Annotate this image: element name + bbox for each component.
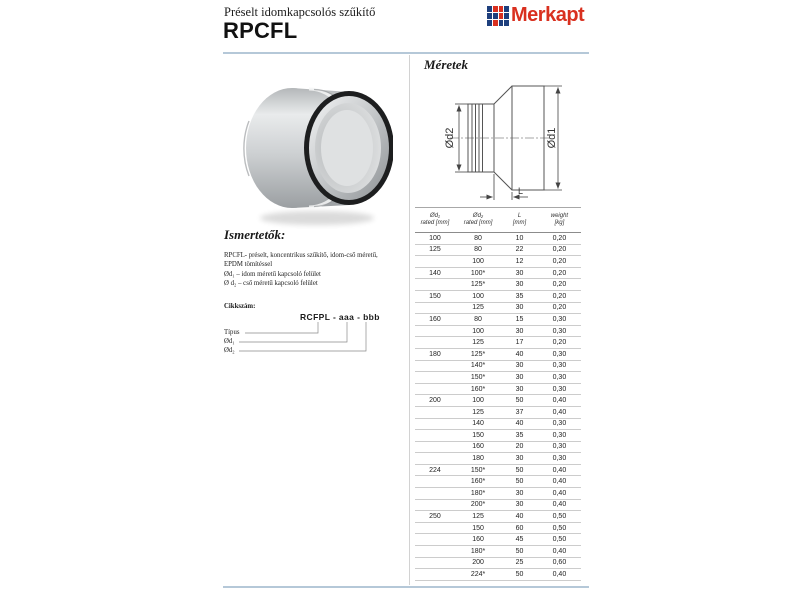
table-cell: 100 bbox=[415, 233, 455, 245]
table-cell bbox=[415, 522, 455, 534]
article-code: RCFPL - aaa - bbb bbox=[300, 312, 380, 322]
table-cell bbox=[415, 499, 455, 511]
table-cell: 140* bbox=[455, 360, 501, 372]
table-cell bbox=[415, 302, 455, 314]
table-cell: 80 bbox=[455, 233, 501, 245]
table-cell: 160 bbox=[455, 441, 501, 453]
table-cell: 30 bbox=[501, 360, 538, 372]
table-cell bbox=[415, 360, 455, 372]
table-cell: 160 bbox=[415, 314, 455, 326]
table-cell: 0,20 bbox=[538, 337, 581, 349]
table-cell: 0,30 bbox=[538, 453, 581, 465]
table-cell: 0,40 bbox=[538, 488, 581, 500]
table-cell: 0,40 bbox=[538, 406, 581, 418]
table-row bbox=[415, 546, 581, 558]
table-cell: 60 bbox=[501, 522, 538, 534]
table-cell: 0,20 bbox=[538, 290, 581, 302]
table-cell: 20 bbox=[501, 441, 538, 453]
table-cell: 125 bbox=[455, 337, 501, 349]
table-cell: 0,30 bbox=[538, 430, 581, 442]
table-cell bbox=[415, 337, 455, 349]
table-cell: 30 bbox=[501, 279, 538, 291]
table-cell: 100 bbox=[455, 256, 501, 268]
table-cell: 150* bbox=[455, 464, 501, 476]
table-cell: 80 bbox=[455, 244, 501, 256]
table-cell bbox=[415, 546, 455, 558]
table-row bbox=[415, 418, 581, 430]
size-table-header-cell bbox=[455, 208, 501, 233]
header-rule bbox=[223, 52, 589, 54]
drawing-label-d1: Ød1 bbox=[545, 127, 558, 149]
table-cell bbox=[415, 430, 455, 442]
column-divider bbox=[409, 55, 410, 585]
description-line: Ø d₂ – cső méretű kapcsoló felület bbox=[224, 280, 318, 288]
table-cell: 0,30 bbox=[538, 372, 581, 384]
table-row bbox=[415, 569, 581, 581]
table-cell: 40 bbox=[501, 348, 538, 360]
table-cell: 180 bbox=[415, 348, 455, 360]
description bbox=[224, 251, 378, 289]
table-cell: 160* bbox=[455, 383, 501, 395]
table-row bbox=[415, 360, 581, 372]
table-row bbox=[415, 372, 581, 384]
table-cell: 50 bbox=[501, 569, 538, 581]
description-line: Ød₁ – idom méretű kapcsoló felület bbox=[224, 270, 321, 278]
article-number-label: Cikkszám: bbox=[224, 303, 256, 310]
logo-grid-icon bbox=[487, 6, 509, 26]
table-cell: 45 bbox=[501, 534, 538, 546]
table-cell: 100 bbox=[455, 395, 501, 407]
table-cell: 200 bbox=[455, 557, 501, 569]
table-cell: 0,30 bbox=[538, 325, 581, 337]
table-cell: 0,50 bbox=[538, 534, 581, 546]
code-legend-label: Ød₂ bbox=[224, 347, 235, 354]
brand-logo bbox=[487, 4, 584, 27]
table-cell: 30 bbox=[501, 372, 538, 384]
table-cell: 30 bbox=[501, 499, 538, 511]
table-cell: 30 bbox=[501, 302, 538, 314]
table-row bbox=[415, 511, 581, 523]
table-row bbox=[415, 453, 581, 465]
table-cell: 100* bbox=[455, 267, 501, 279]
table-cell: 30 bbox=[501, 383, 538, 395]
table-row bbox=[415, 290, 581, 302]
table-cell: 15 bbox=[501, 314, 538, 326]
table-cell: 10 bbox=[501, 233, 538, 245]
table-cell bbox=[415, 406, 455, 418]
table-cell: 35 bbox=[501, 290, 538, 302]
table-cell bbox=[415, 279, 455, 291]
table-cell: 17 bbox=[501, 337, 538, 349]
table-cell: 0,50 bbox=[538, 522, 581, 534]
table-cell bbox=[415, 534, 455, 546]
table-cell: 30 bbox=[501, 453, 538, 465]
table-row bbox=[415, 267, 581, 279]
size-table-header-cell bbox=[501, 208, 538, 233]
table-cell: 224 bbox=[415, 464, 455, 476]
description-line: RPCFL- préselt, koncentrikus szűkítő, idom-cső méretű, bbox=[224, 252, 378, 259]
table-cell: 180* bbox=[455, 488, 501, 500]
size-table-head-row bbox=[415, 208, 581, 233]
header-line2: [kg] bbox=[554, 220, 565, 226]
table-cell: 160* bbox=[455, 476, 501, 488]
header-line2: [mm] bbox=[512, 220, 527, 226]
table-cell bbox=[415, 441, 455, 453]
reducer-photo-illustration bbox=[237, 76, 393, 229]
table-cell bbox=[415, 256, 455, 268]
table-cell: 125* bbox=[455, 348, 501, 360]
header-line1: Ød₂ bbox=[472, 212, 484, 219]
header-line1: L bbox=[517, 212, 522, 219]
table-row bbox=[415, 337, 581, 349]
table-row bbox=[415, 325, 581, 337]
table-cell: 100 bbox=[455, 290, 501, 302]
table-row bbox=[415, 441, 581, 453]
table-cell: 180* bbox=[455, 546, 501, 558]
table-row bbox=[415, 464, 581, 476]
table-row bbox=[415, 488, 581, 500]
table-cell: 0,40 bbox=[538, 499, 581, 511]
table-cell: 30 bbox=[501, 488, 538, 500]
header-line1: Ød₁ bbox=[429, 212, 440, 219]
table-cell: 125 bbox=[415, 244, 455, 256]
table-cell: 50 bbox=[501, 546, 538, 558]
table-cell: 160 bbox=[455, 534, 501, 546]
footer-rule bbox=[223, 586, 589, 588]
table-cell: 0,30 bbox=[538, 441, 581, 453]
table-cell: 150 bbox=[455, 430, 501, 442]
header-line1: weight bbox=[550, 212, 569, 219]
table-cell: 22 bbox=[501, 244, 538, 256]
header-line2: rated [mm] bbox=[420, 220, 450, 226]
size-table-header-cell bbox=[415, 208, 455, 233]
size-table-header-cell bbox=[538, 208, 581, 233]
code-legend-connector-lines bbox=[223, 318, 388, 362]
table-row bbox=[415, 430, 581, 442]
table-cell bbox=[415, 453, 455, 465]
table-row bbox=[415, 534, 581, 546]
table-row bbox=[415, 522, 581, 534]
table-row bbox=[415, 314, 581, 326]
dimension-drawing bbox=[438, 76, 588, 209]
table-cell: 100 bbox=[455, 325, 501, 337]
table-cell: 0,30 bbox=[538, 383, 581, 395]
table-row bbox=[415, 279, 581, 291]
description-line: EPDM tömítéssel bbox=[224, 261, 273, 269]
table-row bbox=[415, 395, 581, 407]
size-table-body bbox=[415, 233, 581, 581]
table-cell: 0,30 bbox=[538, 418, 581, 430]
table-cell bbox=[415, 383, 455, 395]
table-cell: 35 bbox=[501, 430, 538, 442]
table-row bbox=[415, 233, 581, 245]
table-row bbox=[415, 348, 581, 360]
logo-text: Merkapt bbox=[511, 4, 585, 26]
table-cell: 0,30 bbox=[538, 348, 581, 360]
page-title: RPCFL bbox=[223, 18, 298, 43]
table-cell: 150 bbox=[455, 522, 501, 534]
table-cell: 200 bbox=[415, 395, 455, 407]
table-cell: 150 bbox=[415, 290, 455, 302]
table-cell: 0,30 bbox=[538, 314, 581, 326]
table-cell bbox=[415, 488, 455, 500]
table-cell: 40 bbox=[501, 511, 538, 523]
table-cell: 30 bbox=[501, 267, 538, 279]
table-cell: 40 bbox=[501, 418, 538, 430]
table-cell: 125 bbox=[455, 302, 501, 314]
table-cell: 50 bbox=[501, 395, 538, 407]
table-row bbox=[415, 557, 581, 569]
table-cell: 140 bbox=[415, 267, 455, 279]
table-cell: 0,50 bbox=[538, 511, 581, 523]
table-cell: 0,20 bbox=[538, 233, 581, 245]
table-cell bbox=[415, 372, 455, 384]
table-row bbox=[415, 302, 581, 314]
table-cell bbox=[415, 325, 455, 337]
drawing-label-l: L bbox=[518, 186, 524, 196]
table-cell: 0,40 bbox=[538, 569, 581, 581]
table-cell: 0,30 bbox=[538, 360, 581, 372]
table-cell: 25 bbox=[501, 557, 538, 569]
code-legend-label: Típus bbox=[224, 329, 240, 336]
table-cell: 50 bbox=[501, 464, 538, 476]
table-row bbox=[415, 244, 581, 256]
table-cell: 200* bbox=[455, 499, 501, 511]
size-table bbox=[415, 207, 581, 581]
table-cell: 0,20 bbox=[538, 256, 581, 268]
table-cell: 0,60 bbox=[538, 557, 581, 569]
table-cell: 125 bbox=[455, 511, 501, 523]
table-row bbox=[415, 256, 581, 268]
table-cell: 0,20 bbox=[538, 267, 581, 279]
table-cell: 180 bbox=[455, 453, 501, 465]
table-cell: 0,20 bbox=[538, 302, 581, 314]
features-heading: Ismertetők: bbox=[224, 227, 286, 242]
table-cell: 0,40 bbox=[538, 395, 581, 407]
product-photo bbox=[237, 76, 393, 234]
table-cell: 0,40 bbox=[538, 464, 581, 476]
code-legend-label: Ød₁ bbox=[224, 338, 235, 345]
table-cell bbox=[415, 569, 455, 581]
table-cell: 30 bbox=[501, 325, 538, 337]
table-cell: 224* bbox=[455, 569, 501, 581]
reducer-dimension-svg bbox=[438, 76, 588, 204]
table-cell: 140 bbox=[455, 418, 501, 430]
table-cell: 0,40 bbox=[538, 546, 581, 558]
table-cell: 0,40 bbox=[538, 476, 581, 488]
table-cell bbox=[415, 476, 455, 488]
table-cell bbox=[415, 557, 455, 569]
table-cell: 0,20 bbox=[538, 244, 581, 256]
table-row bbox=[415, 383, 581, 395]
table-cell bbox=[415, 418, 455, 430]
table-cell: 125* bbox=[455, 279, 501, 291]
table-cell: 80 bbox=[455, 314, 501, 326]
table-cell: 50 bbox=[501, 476, 538, 488]
page-subtitle: Préselt idomkapcsolós szűkítő bbox=[224, 5, 376, 19]
dimensions-heading: Méretek bbox=[424, 57, 469, 72]
table-cell: 12 bbox=[501, 256, 538, 268]
table-cell: 37 bbox=[501, 406, 538, 418]
header-line2: rated [mm] bbox=[463, 220, 493, 226]
table-cell: 250 bbox=[415, 511, 455, 523]
table-cell: 0,20 bbox=[538, 279, 581, 291]
drawing-label-d2: Ød2 bbox=[443, 127, 456, 149]
table-cell: 125 bbox=[455, 406, 501, 418]
table-row bbox=[415, 406, 581, 418]
table-row bbox=[415, 476, 581, 488]
table-row bbox=[415, 499, 581, 511]
table-cell: 150* bbox=[455, 372, 501, 384]
